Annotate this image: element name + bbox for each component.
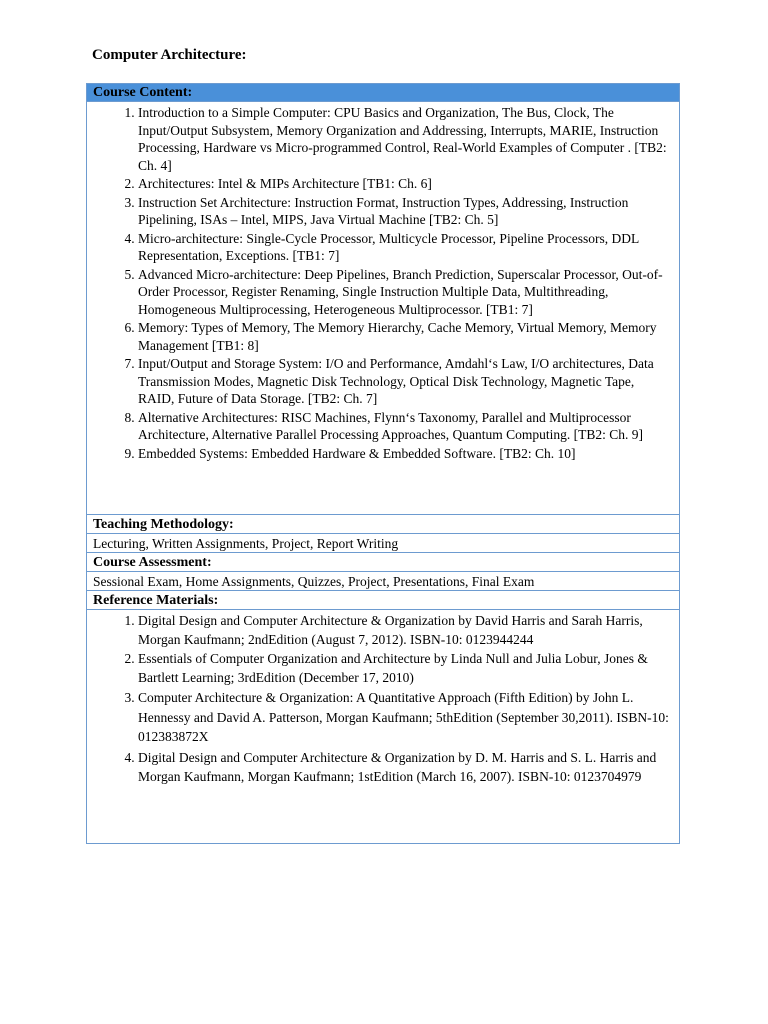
list-item: 8. Alternative Architectures: RISC Machines, Flynn‘s Taxonomy, Parallel and Multiprocessor Architecture, Alternative Parallel Processing Approaches, Quantum Computing. [TB2: Ch. 9] xyxy=(138,409,673,444)
course-content-list xyxy=(87,102,679,462)
course-content-section xyxy=(87,102,679,515)
list-item: 2. Essentials of Computer Organization and Architecture by Linda Null and Julia Lobur, Jones & Bartlett Learning; 3rdEdition (December 17, 2010) xyxy=(138,650,673,687)
reference-materials-header: Reference Materials: xyxy=(87,591,679,610)
list-item: 4. Micro-architecture: Single-Cycle Processor, Multicycle Processor, Pipeline Processors, DDL Representation, Exceptions. [TB1: 7] xyxy=(138,230,673,265)
list-item: 3. Computer Architecture & Organization: A Quantitative Approach (Fifth Edition) by John L. Hennessy and David A. Patterson, Morgan Kaufmann; 5thEdition (September 30,2011). ISBN-10: 012383872X xyxy=(138,688,673,747)
teaching-methodology-header: Teaching Methodology: xyxy=(87,515,679,534)
list-item: 4. Digital Design and Computer Architecture & Organization by D. M. Harris and S. L. Harris and Morgan Kaufmann, Morgan Kaufmann; 1stEdition (March 16, 2007). ISBN-10: 0123704979 xyxy=(138,748,673,787)
list-item: 3. Instruction Set Architecture: Instruction Format, Instruction Types, Addressing, Instruction Pipelining, ISAs – Intel, MIPS, Java Virtual Machine [TB2: Ch. 5] xyxy=(138,194,673,229)
syllabus-table xyxy=(86,83,680,844)
document-title: Computer Architecture: xyxy=(92,47,247,63)
course-assessment-text: Sessional Exam, Home Assignments, Quizzes, Project, Presentations, Final Exam xyxy=(87,572,679,591)
list-item: 9. Embedded Systems: Embedded Hardware & Embedded Software. [TB2: Ch. 10] xyxy=(138,445,673,463)
reference-materials-section xyxy=(87,610,679,853)
list-item: 2. Architectures: Intel & MIPs Architecture [TB1: Ch. 6] xyxy=(138,175,673,193)
course-content-header: Course Content: xyxy=(87,84,679,102)
teaching-methodology-text: Lecturing, Written Assignments, Project, Report Writing xyxy=(87,534,679,553)
list-item: 1. Introduction to a Simple Computer: CPU Basics and Organization, The Bus, Clock, The Input/Output Subsystem, Memory Organization and Addressing, Interrupts, MARIE, Instruction Processing, Hardware vs Micro-programmed Control, Real-World Examples of Computer . [TB2: Ch. 4] xyxy=(138,104,673,174)
course-assessment-header: Course Assessment: xyxy=(87,553,679,572)
list-item: 5. Advanced Micro-architecture: Deep Pipelines, Branch Prediction, Superscalar Processor, Out-of-Order Processor, Register Renaming, Single Instruction Multiple Data, Multithreading, Homogeneous Multiprocessing, Heterogeneous Multiprocessor. [TB1: 7] xyxy=(138,266,673,319)
list-item: 7. Input/Output and Storage System: I/O and Performance, Amdahl‘s Law, I/O architectures, Data Transmission Modes, Magnetic Disk Technology, Optical Disk Technology, Magnetic Tape, RAID, Future of Data Storage. [TB2: Ch. 7] xyxy=(138,355,673,408)
list-item: 6. Memory: Types of Memory, The Memory Hierarchy, Cache Memory, Virtual Memory, Memory Management [TB1: 8] xyxy=(138,319,673,354)
list-item: 1. Digital Design and Computer Architecture & Organization by David Harris and Sarah Harris, Morgan Kaufmann; 2ndEdition (August 7, 2012). ISBN-10: 0123944244 xyxy=(138,612,673,649)
reference-materials-list xyxy=(87,610,679,787)
